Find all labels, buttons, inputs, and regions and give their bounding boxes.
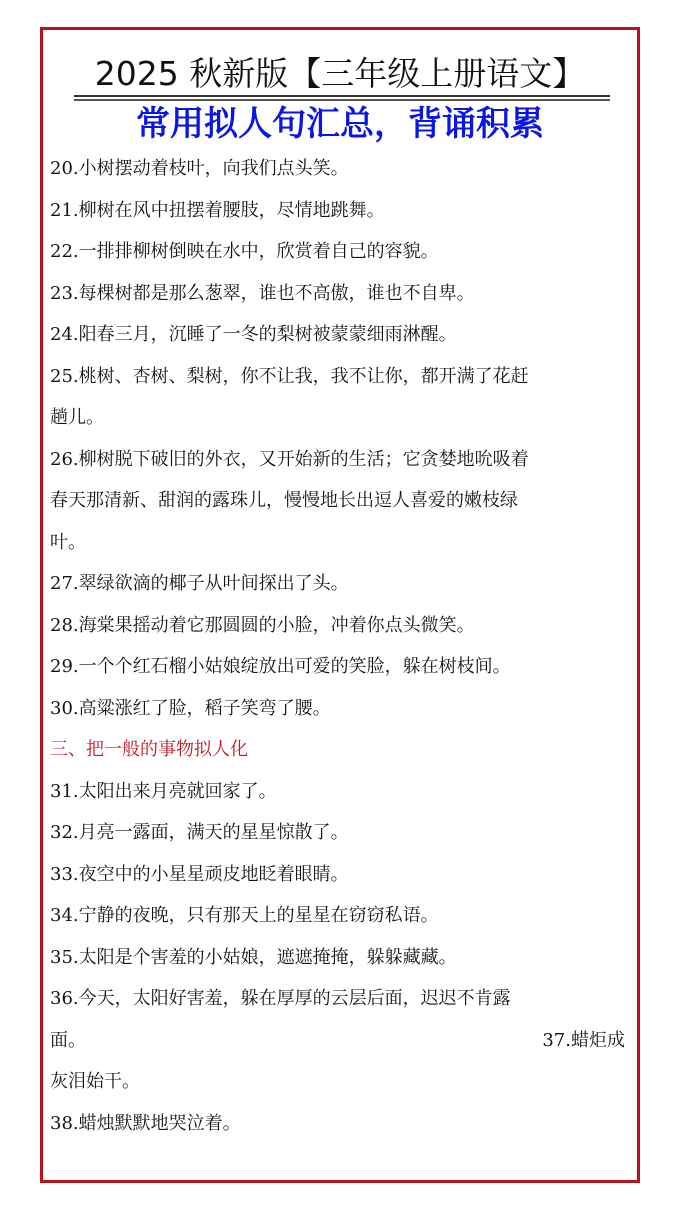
sentence-20: 20.小树摆动着枝叶，向我们点头笑。 bbox=[50, 158, 349, 179]
sentence-26: 26.柳树脱下破旧的外衣，又开始新的生活；它贪婪地吮吸着 bbox=[50, 448, 529, 470]
sentence-32: 32.月亮一露面，满天的星星惊散了。 bbox=[50, 822, 349, 843]
sentence-28: 28.海棠果摇动着它那圆圆的小脸，冲着你点头微笑。 bbox=[50, 614, 475, 636]
sentence-31: 31.太阳出来月亮就回家了。 bbox=[50, 780, 277, 802]
sentence-34: 34.宁静的夜晚，只有那天上的星星在窃窃私语。 bbox=[50, 905, 439, 926]
sentence-37: 37.蜡炬成 bbox=[542, 1029, 625, 1051]
sentence-26-cont: 春天那清新、甜润的露珠儿，慢慢地长出逗人喜爱的嫩枝绿 bbox=[50, 490, 518, 511]
sentence-35: 35.太阳是个害羞的小姑娘，遮遮掩掩，躲躲藏藏。 bbox=[50, 946, 457, 968]
sentence-22: 22.一排排柳树倒映在水中，欣赏着自己的容貌。 bbox=[50, 241, 439, 262]
sentence-29: 29.一个个红石榴小姑娘绽放出可爱的笑脸，躲在树枝间。 bbox=[50, 656, 511, 677]
sentence-26-cont-2: 叶。 bbox=[50, 531, 86, 553]
sentence-25-cont: 趟儿。 bbox=[50, 407, 104, 428]
sentence-list bbox=[50, 148, 625, 1144]
section-heading: 三、把一般的事物拟人化 bbox=[50, 739, 248, 760]
title-underline bbox=[74, 95, 610, 97]
page-title: 2025 秋新版【三年级上册语文】 bbox=[94, 54, 586, 93]
sentence-30: 30.高粱涨红了脸，稻子笑弯了腰。 bbox=[50, 697, 331, 719]
sentence-37-cont: 灰泪始干。 bbox=[50, 1071, 140, 1092]
sentence-24: 24.阳春三月，沉睡了一冬的梨树被蒙蒙细雨淋醒。 bbox=[50, 324, 457, 345]
sentence-27: 27.翠绿欲滴的椰子从叶间探出了头。 bbox=[50, 573, 349, 594]
sentence-36-end: 面。 bbox=[50, 1029, 86, 1051]
sentence-23: 23.每棵树都是那么葱翠，谁也不高傲，谁也不自卑。 bbox=[50, 282, 475, 304]
sentence-33: 33.夜空中的小星星顽皮地眨着眼睛。 bbox=[50, 863, 349, 885]
page-frame bbox=[40, 27, 640, 1183]
sentence-38: 38.蜡烛默默地哭泣着。 bbox=[50, 1112, 241, 1134]
sentence-36-cont bbox=[50, 1020, 625, 1062]
sentence-36: 36.今天，太阳好害羞，躲在厚厚的云层后面，迟迟不肯露 bbox=[50, 988, 511, 1009]
page-subtitle: 常用拟人句汇总，背诵积累 bbox=[136, 104, 544, 144]
sentence-21: 21.柳树在风中扭摆着腰肢，尽情地跳舞。 bbox=[50, 199, 385, 221]
sentence-25: 25.桃树、杏树、梨树，你不让我，我不让你，都开满了花赶 bbox=[50, 365, 529, 387]
